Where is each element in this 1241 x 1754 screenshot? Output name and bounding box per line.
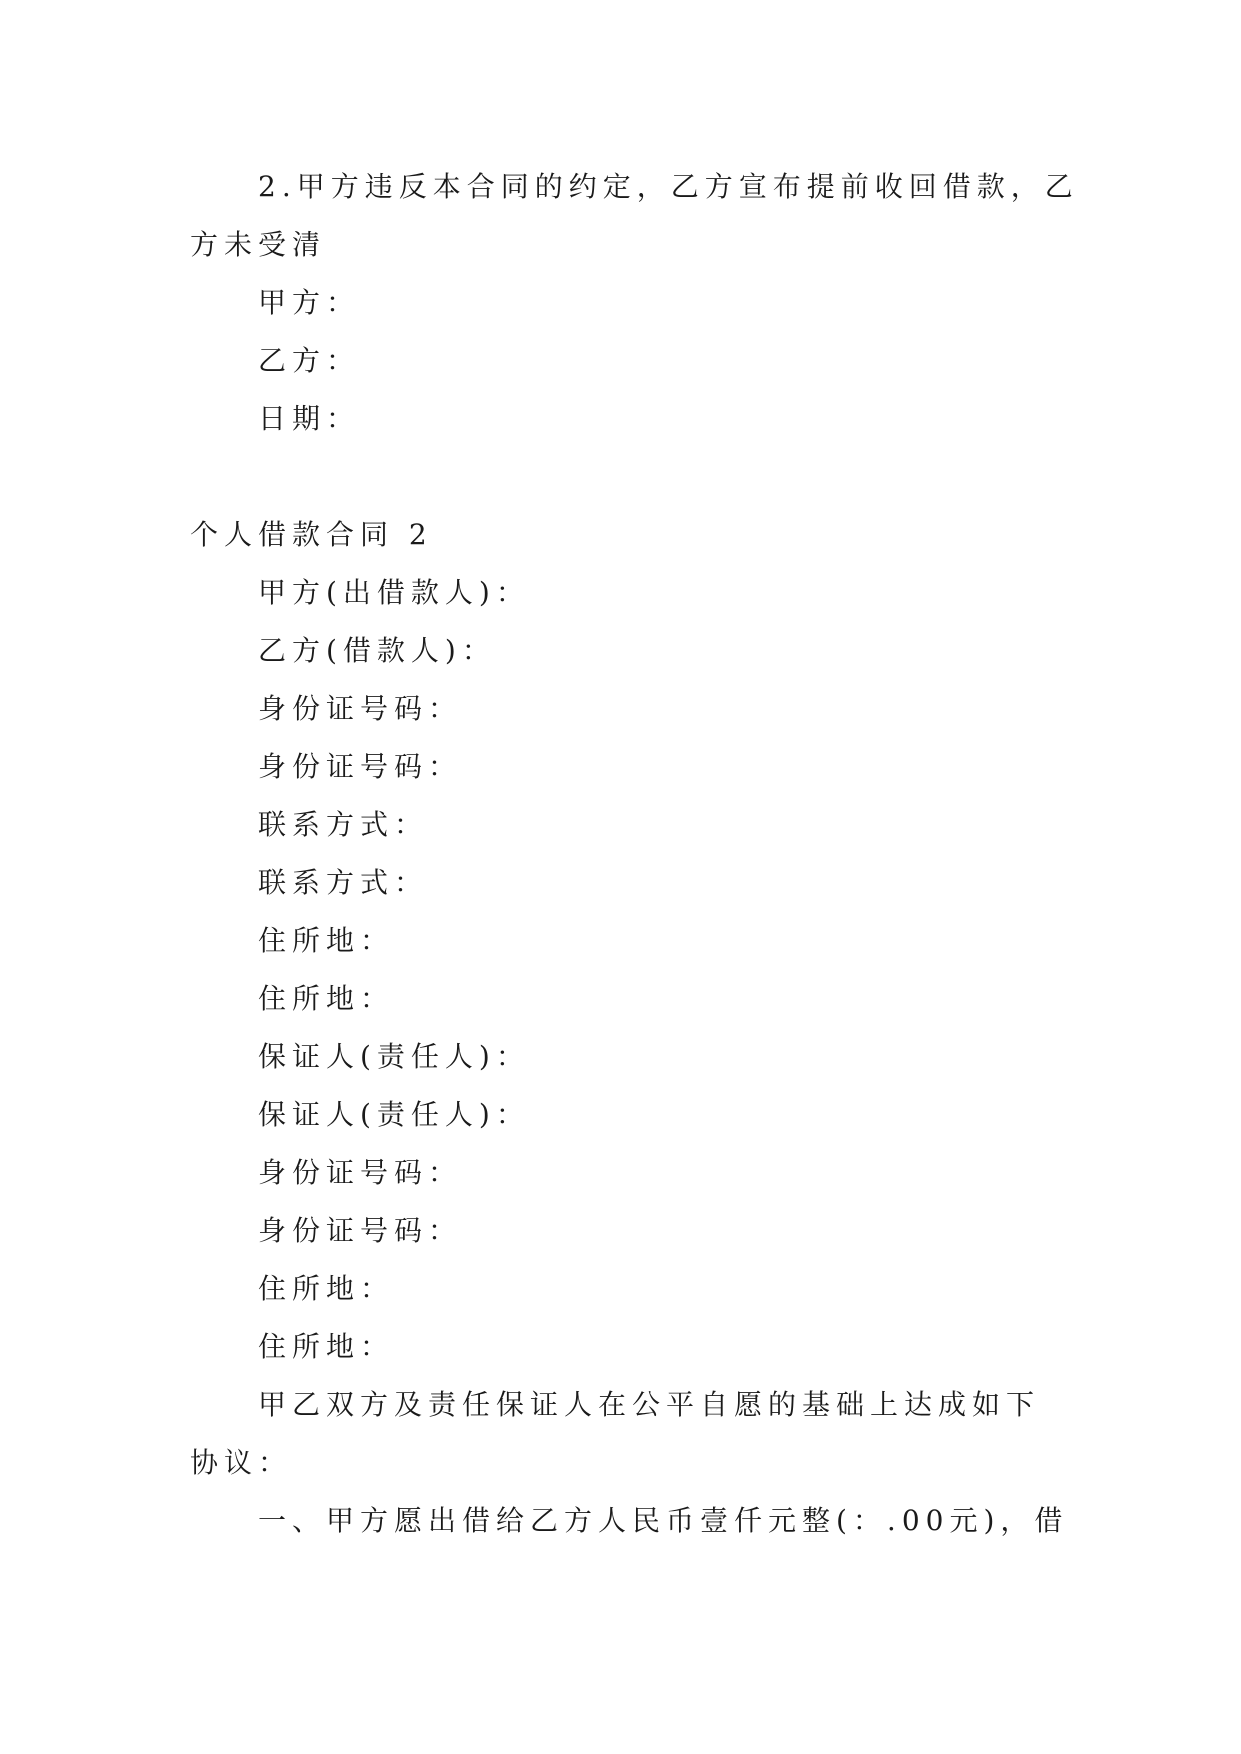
field-address: 住所地： <box>258 1272 395 1305</box>
agreement-intro-line-1: 甲乙双方及责任保证人在公平自愿的基础上达成如下 <box>258 1388 1041 1421</box>
field-id-number: 身份证号码： <box>258 750 463 783</box>
party-a-signature-label: 甲方： <box>258 286 361 319</box>
agreement-intro-line-2: 协议： <box>190 1446 293 1479</box>
clause-2-line-1: 2.甲方违反本合同的约定，乙方宣布提前收回借款，乙 <box>258 170 1079 203</box>
document-body <box>190 158 1079 1550</box>
field-guarantor: 保证人(责任人)： <box>258 1098 530 1131</box>
field-guarantor: 保证人(责任人)： <box>258 1040 530 1073</box>
field-contact: 联系方式： <box>258 808 429 841</box>
field-id-number: 身份证号码： <box>258 1156 463 1189</box>
section-gap <box>190 448 1050 506</box>
date-label: 日期： <box>258 402 361 435</box>
field-borrower: 乙方(借款人)： <box>258 634 496 667</box>
field-contact: 联系方式： <box>258 866 429 899</box>
section-title: 个人借款合同 2 <box>190 518 433 551</box>
field-id-number: 身份证号码： <box>258 1214 463 1247</box>
field-lender: 甲方(出借款人)： <box>258 576 530 609</box>
clause-1: 一、甲方愿出借给乙方人民币壹仟元整(：.00元)，借 <box>258 1504 1069 1537</box>
clause-2-line-2: 方未受清 <box>190 228 327 261</box>
party-b-signature-label: 乙方： <box>258 344 361 377</box>
field-address: 住所地： <box>258 982 395 1015</box>
field-address: 住所地： <box>258 924 395 957</box>
field-id-number: 身份证号码： <box>258 692 463 725</box>
field-address: 住所地： <box>258 1330 395 1363</box>
